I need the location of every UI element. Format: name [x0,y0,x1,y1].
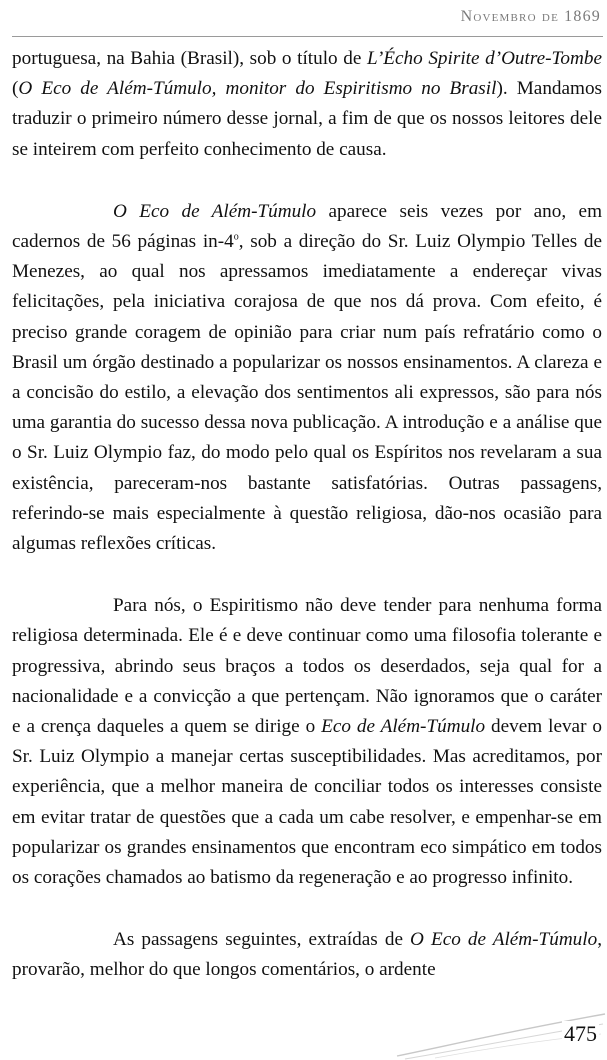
paragraph-2 [12,197,602,559]
paragraph-text: devem levar o Sr. Luiz Olympio a manejar certas susceptibilidades. Mas acreditamos, por experiência, que a melhor maneira de conciliar todos os interesses consiste em evitar tratar de questões que a cada um cabe resolver, e empenhar-se em popularizar os grandes ensinamentos que encontram eco simpático em todos os corações chamados ao batismo da regeneração e ao progresso infinito. [12,716,602,889]
body-text [12,44,602,986]
paragraph-text: portuguesa, na Bahia (Brasil), sob o título de [12,48,367,69]
paragraph-1 [12,44,602,165]
paragraph-text: , provarão, melhor do que longos comentários, o ardente [12,929,602,981]
running-header: Novembro de 1869 [460,8,601,25]
journal-title-french: L’Écho Spirite d’Outre-Tombe [366,48,602,69]
journal-title-portuguese: O Eco de Além-Túmulo, monitor do Espiritismo no Brasil [18,78,497,100]
paragraph-text: ). Mandamos traduzir o primeiro número desse jornal, a fim de que os nossos leitores dele se inteirem com perfeito conhecimento de causa. [12,78,603,160]
paragraph-3 [12,591,602,893]
paragraph-text: As passagens seguintes, extraídas de [113,929,411,951]
paragraph-4 [12,925,602,985]
ordinal-superscript: o [233,231,239,243]
journal-title: O Eco de Além-Túmulo [410,929,598,951]
paragraph-text: aparece seis vezes por ano, em cadernos de 56 páginas in-4 [12,200,602,253]
page-number: 475 [564,1021,597,1046]
journal-title: Eco de Além-Túmulo [321,716,486,738]
paragraph-text: Para nós, o Espiritismo não deve tender para nenhuma forma religiosa determinada. Ele é e deve continuar como uma filosofia tolerante e progressiva, abrindo seus braços a todos os deserdados, seja qual for a nacionalidade e a convicção a que pertençam. Não ignoramos que o caráter e a crença daqueles a quem se dirige o [12,595,602,738]
paragraph-text: ( [12,78,19,100]
header-rule [12,36,603,37]
journal-title: O Eco de Além-Túmulo [113,200,317,222]
paragraph-text: , sob a direção do Sr. Luiz Olympio Telles de Menezes, ao qual nos apressamos imediatamente a endereçar vivas felicitações, pela iniciativa corajosa de que nos dá prova. Com efeito, é preciso grande coragem de opinião para criar num país refratário como o Brasil um órgão destinado a popularizar os nossos ensinamentos. A clareza e a concisão do estilo, a elevação dos sentimentos ali expressos, são para nós uma garantia do sucesso dessa nova publicação. A introdução e a análise que o Sr. Luiz Olympio faz, do modo pelo qual os Espíritos nos revelaram a sua existência, pareceram-nos bastante satisfatórias. Outras passagens, referindo-se mais especialmente à questão religiosa, dão-nos ocasião para algumas reflexões críticas. [12,231,602,555]
